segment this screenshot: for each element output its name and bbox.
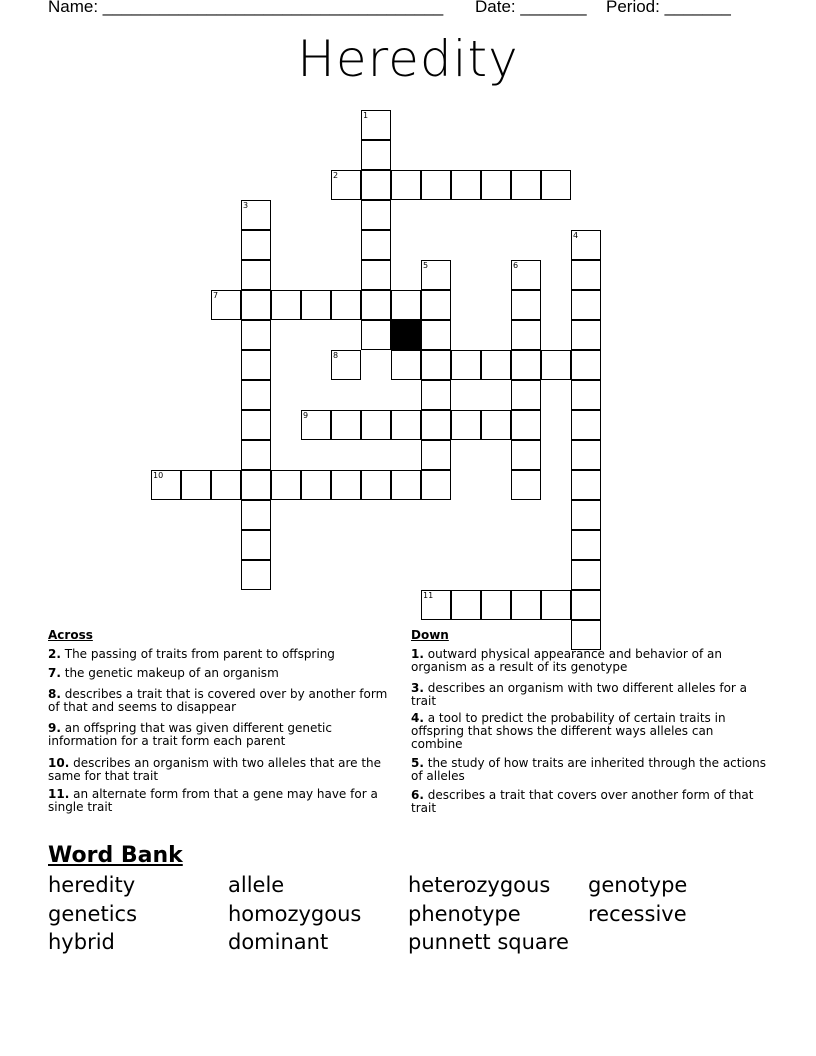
down-clue <box>411 682 766 708</box>
crossword-cell[interactable] <box>241 260 271 290</box>
crossword-cell[interactable] <box>361 110 391 140</box>
cell-number: 3 <box>243 201 249 210</box>
crossword-cell[interactable] <box>511 170 541 200</box>
crossword-cell[interactable] <box>241 200 271 230</box>
cell-number: 4 <box>573 231 579 240</box>
crossword-cell[interactable] <box>571 530 601 560</box>
crossword-cell[interactable] <box>571 350 601 380</box>
crossword-cell[interactable] <box>421 260 451 290</box>
down-clue <box>411 757 766 783</box>
crossword-cell[interactable] <box>571 440 601 470</box>
crossword-cell[interactable] <box>421 380 451 410</box>
crossword-cell[interactable] <box>331 170 361 200</box>
name-field-label: Name: ____________________________________ <box>48 0 444 16</box>
crossword-cell[interactable] <box>421 410 451 440</box>
word-bank-item: hybrid <box>48 930 115 954</box>
clue-text: describes a trait that is covered over by another form of that and seems to disappear <box>48 687 388 714</box>
crossword-cell[interactable] <box>571 290 601 320</box>
crossword-cell[interactable] <box>571 590 601 620</box>
crossword-cell[interactable] <box>391 410 421 440</box>
word-bank-title: Word Bank <box>48 843 183 868</box>
crossword-cell[interactable] <box>511 290 541 320</box>
crossword-cell[interactable] <box>241 500 271 530</box>
crossword-cell[interactable] <box>541 590 571 620</box>
crossword-cell[interactable] <box>511 260 541 290</box>
crossword-cell[interactable] <box>241 410 271 440</box>
crossword-cell[interactable] <box>361 200 391 230</box>
clue-number: 6. <box>411 788 424 802</box>
word-bank-item: allele <box>228 873 285 897</box>
clue-number: 8. <box>48 687 61 701</box>
word-bank-item: heterozygous <box>408 873 551 897</box>
crossword-cell[interactable] <box>361 140 391 170</box>
down-clue <box>411 648 766 674</box>
blocked-cell <box>391 320 421 350</box>
clue-text: an alternate form from that a gene may have for a single trait <box>48 787 378 814</box>
crossword-cell[interactable] <box>331 410 361 440</box>
across-clue <box>48 788 393 814</box>
crossword-cell[interactable] <box>331 470 361 500</box>
crossword-cell[interactable] <box>391 290 421 320</box>
crossword-cell[interactable] <box>391 170 421 200</box>
crossword-cell[interactable] <box>571 230 601 260</box>
across-heading: Across <box>48 628 93 642</box>
crossword-cell[interactable] <box>211 290 241 320</box>
crossword-cell[interactable] <box>421 290 451 320</box>
clue-number: 10. <box>48 756 70 770</box>
clue-text: describes a trait that covers over another form of that trait <box>411 788 754 815</box>
cell-number: 11 <box>423 591 434 600</box>
cell-number: 7 <box>213 291 219 300</box>
crossword-cell[interactable] <box>571 560 601 590</box>
crossword-cell[interactable] <box>451 350 481 380</box>
clue-number: 3. <box>411 681 424 695</box>
across-clue <box>48 667 393 680</box>
crossword-cell[interactable] <box>361 320 391 350</box>
down-clue <box>411 712 766 751</box>
crossword-cell[interactable] <box>271 470 301 500</box>
clue-text: the study of how traits are inherited through the actions of alleles <box>411 756 767 783</box>
clue-number: 7. <box>48 666 61 680</box>
clue-text: the genetic makeup of an organism <box>64 666 279 680</box>
across-clue <box>48 688 393 714</box>
crossword-cell[interactable] <box>421 170 451 200</box>
word-bank-item: genetics <box>48 902 138 926</box>
clue-number: 11. <box>48 787 70 801</box>
clue-number: 5. <box>411 756 424 770</box>
crossword-cell[interactable] <box>211 470 241 500</box>
crossword-cell[interactable] <box>511 410 541 440</box>
crossword-cell[interactable] <box>241 230 271 260</box>
crossword-cell[interactable] <box>361 290 391 320</box>
crossword-cell[interactable] <box>241 440 271 470</box>
crossword-cell[interactable] <box>361 410 391 440</box>
across-clue <box>48 648 393 661</box>
cell-number: 5 <box>423 261 429 270</box>
crossword-cell[interactable] <box>541 350 571 380</box>
page-title: Heredity <box>297 30 519 88</box>
cell-number: 9 <box>303 411 309 420</box>
crossword-cell[interactable] <box>331 290 361 320</box>
crossword-cell[interactable] <box>511 470 541 500</box>
clue-text: an offspring that was given different genetic information for a trait form each parent <box>48 721 332 748</box>
word-bank-item: phenotype <box>408 902 521 926</box>
crossword-cell[interactable] <box>361 470 391 500</box>
crossword-cell[interactable] <box>571 620 601 650</box>
word-bank-item: dominant <box>228 930 329 954</box>
crossword-cell[interactable] <box>421 320 451 350</box>
clue-number: 4. <box>411 711 424 725</box>
word-bank-item: punnett square <box>408 930 569 954</box>
crossword-cell[interactable] <box>451 590 481 620</box>
crossword-cell[interactable] <box>331 350 361 380</box>
crossword-cell[interactable] <box>571 320 601 350</box>
crossword-cell[interactable] <box>391 470 421 500</box>
crossword-cell[interactable] <box>301 410 331 440</box>
crossword-cell[interactable] <box>571 470 601 500</box>
crossword-cell[interactable] <box>451 170 481 200</box>
crossword-cell[interactable] <box>181 470 211 500</box>
crossword-cell[interactable] <box>421 590 451 620</box>
crossword-cell[interactable] <box>301 470 331 500</box>
period-field-label: Period: _______ <box>606 0 731 16</box>
crossword-cell[interactable] <box>241 350 271 380</box>
crossword-cell[interactable] <box>391 350 421 380</box>
clue-number: 1. <box>411 647 424 661</box>
across-clue <box>48 722 393 748</box>
crossword-cell[interactable] <box>451 410 481 440</box>
crossword-cell[interactable] <box>571 380 601 410</box>
crossword-cell[interactable] <box>241 530 271 560</box>
crossword-cell[interactable] <box>511 350 541 380</box>
crossword-cell[interactable] <box>151 470 181 500</box>
crossword-cell[interactable] <box>421 350 451 380</box>
clue-text: describes an organism with two alleles that are the same for that trait <box>48 756 382 783</box>
across-clue <box>48 757 393 783</box>
crossword-cell[interactable] <box>421 470 451 500</box>
clue-text: a tool to predict the probability of certain traits in offspring that shows the different ways alleles can combine <box>411 711 726 751</box>
crossword-cell[interactable] <box>361 260 391 290</box>
crossword-cell[interactable] <box>481 170 511 200</box>
crossword-cell[interactable] <box>271 290 301 320</box>
crossword-cell[interactable] <box>361 170 391 200</box>
crossword-cell[interactable] <box>301 290 331 320</box>
crossword-cell[interactable] <box>361 230 391 260</box>
cell-number: 8 <box>333 351 339 360</box>
crossword-cell[interactable] <box>481 350 511 380</box>
crossword-cell[interactable] <box>571 260 601 290</box>
down-clue <box>411 789 766 815</box>
crossword-cell[interactable] <box>241 290 271 320</box>
crossword-cell[interactable] <box>241 380 271 410</box>
clue-text: describes an organism with two different alleles for a trait <box>411 681 748 708</box>
cell-number: 6 <box>513 261 519 270</box>
crossword-cell[interactable] <box>241 470 271 500</box>
clue-number: 2. <box>48 647 61 661</box>
crossword-cell[interactable] <box>511 380 541 410</box>
crossword-cell[interactable] <box>571 500 601 530</box>
crossword-cell[interactable] <box>481 410 511 440</box>
date-field-label: Date: _______ <box>475 0 587 16</box>
down-heading: Down <box>411 628 449 642</box>
word-bank-item: heredity <box>48 873 136 897</box>
crossword-cell[interactable] <box>241 560 271 590</box>
crossword-cell[interactable] <box>481 590 511 620</box>
crossword-cell[interactable] <box>541 170 571 200</box>
cell-number: 10 <box>153 471 164 480</box>
word-bank-item: recessive <box>588 902 687 926</box>
crossword-cell[interactable] <box>421 440 451 470</box>
cell-number: 2 <box>333 171 339 180</box>
crossword-cell[interactable] <box>511 320 541 350</box>
clue-text: outward physical appearance and behavior of an organism as a result of its genotype <box>411 647 722 674</box>
word-bank-item: homozygous <box>228 902 362 926</box>
crossword-cell[interactable] <box>511 590 541 620</box>
crossword-cell[interactable] <box>571 410 601 440</box>
cell-number: 1 <box>363 111 369 120</box>
word-bank-item: genotype <box>588 873 688 897</box>
clue-number: 9. <box>48 721 61 735</box>
crossword-cell[interactable] <box>241 320 271 350</box>
clue-text: The passing of traits from parent to offspring <box>64 647 335 661</box>
crossword-cell[interactable] <box>511 440 541 470</box>
